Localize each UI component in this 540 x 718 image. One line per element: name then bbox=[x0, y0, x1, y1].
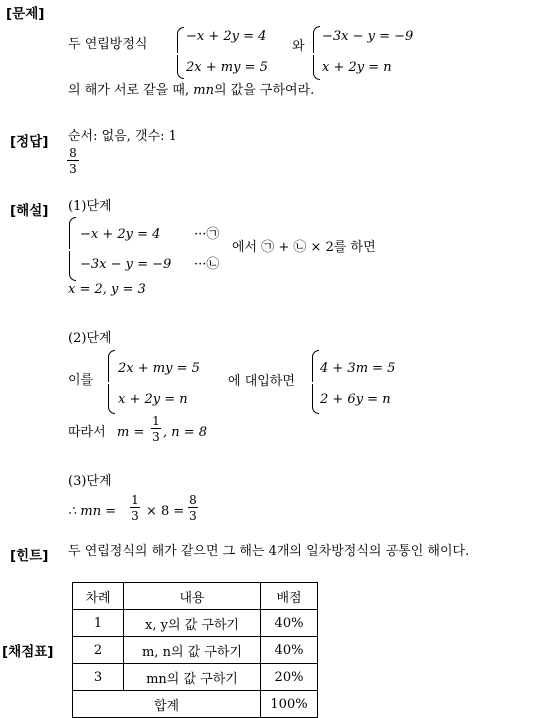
step2-equation-4: 2 + 6y = n bbox=[320, 392, 391, 407]
table-row bbox=[73, 637, 318, 664]
answer-denominator: 3 bbox=[69, 162, 77, 176]
question-text-pre: 의 해가 서로 같을 때, bbox=[68, 83, 190, 98]
problem-connector: 와 bbox=[292, 39, 305, 54]
question-mn: mn bbox=[193, 83, 214, 98]
step2-n-value: , n = 8 bbox=[163, 425, 208, 440]
step3-middle: × 8 = bbox=[146, 504, 185, 519]
step2-equation-1: 2x + my = 5 bbox=[118, 361, 200, 376]
answer-numerator: 8 bbox=[67, 147, 79, 161]
rubric-cell-points: 40% bbox=[261, 610, 318, 637]
rubric-total-row bbox=[73, 691, 318, 718]
answer-fraction bbox=[67, 147, 79, 175]
problem-label: [문제] bbox=[6, 6, 45, 22]
step1-title: (1)단계 bbox=[68, 199, 112, 214]
step3-prefix: ∴ mn = bbox=[68, 504, 117, 519]
question-text-post: 의 값을 구하여라. bbox=[213, 83, 315, 98]
answer-label: [정답] bbox=[10, 134, 49, 150]
answer-text: 순서: 없음, 갯수: 1 bbox=[68, 129, 177, 144]
step2-m-numerator: 1 bbox=[152, 414, 160, 428]
system-brace-2 bbox=[313, 26, 320, 80]
table-row bbox=[73, 664, 318, 691]
problem-intro: 두 연립방정식 bbox=[68, 37, 148, 52]
step2-therefore: 따라서 bbox=[68, 425, 106, 440]
step2-title: (2)단계 bbox=[68, 331, 112, 346]
step3-fraction-2 bbox=[188, 494, 198, 522]
step2-brace-2 bbox=[312, 350, 319, 414]
step2-m-fraction bbox=[151, 415, 161, 443]
rubric-table bbox=[72, 582, 318, 718]
table-row bbox=[73, 610, 318, 637]
system2-equation-2: x + 2y = n bbox=[322, 60, 392, 75]
system1-equation-2: 2x + my = 5 bbox=[186, 60, 268, 75]
rubric-cell-content: m, n의 값 구하기 bbox=[124, 637, 261, 664]
step3-fraction-2-numerator: 8 bbox=[189, 493, 197, 507]
rubric-header-order: 차례 bbox=[73, 583, 124, 610]
step2-equation-3: 4 + 3m = 5 bbox=[320, 361, 396, 376]
step2-equation-2: x + 2y = n bbox=[118, 392, 188, 407]
rubric-header-points: 배점 bbox=[261, 583, 318, 610]
rubric-cell-order: 1 bbox=[73, 610, 124, 637]
rubric-header-row bbox=[73, 583, 318, 610]
step1-brace bbox=[69, 217, 76, 281]
problem-question bbox=[68, 84, 314, 97]
step3-fraction-1 bbox=[130, 494, 140, 522]
step1-result: x = 2, y = 3 bbox=[68, 282, 146, 297]
hint-label: [힌트] bbox=[10, 548, 49, 564]
step2-brace-1 bbox=[108, 350, 115, 414]
hint-text: 두 연립정식의 해가 같으면 그 해는 4개의 일차방정식의 공통인 해이다. bbox=[68, 544, 470, 559]
step3-fraction-2-denominator: 3 bbox=[189, 509, 197, 523]
rubric-cell-content: mn의 값 구하기 bbox=[124, 664, 261, 691]
rubric-cell-order: 3 bbox=[73, 664, 124, 691]
step1-operation: 에서 ㉠ + ㉡ × 2를 하면 bbox=[232, 240, 376, 255]
step2-m-equals: m = bbox=[117, 425, 145, 440]
step1-mark-1: ···㉠ bbox=[194, 227, 220, 242]
step1-equation-2: −3x − y = −9 bbox=[80, 257, 172, 272]
rubric-label: [채점표] bbox=[2, 644, 54, 660]
step3-fraction-1-numerator: 1 bbox=[131, 493, 139, 507]
step3-title: (3)단계 bbox=[68, 474, 112, 489]
system-brace-1 bbox=[177, 27, 184, 79]
rubric-cell-points: 40% bbox=[261, 637, 318, 664]
solution-label: [해설] bbox=[10, 203, 49, 219]
system1-equation-1: −x + 2y = 4 bbox=[186, 29, 267, 44]
rubric-total-value: 100% bbox=[261, 691, 318, 718]
step3-fraction-1-denominator: 3 bbox=[131, 509, 139, 523]
system2-equation-1: −3x − y = −9 bbox=[322, 29, 414, 44]
step2-middle: 에 대입하면 bbox=[228, 374, 295, 389]
rubric-cell-order: 2 bbox=[73, 637, 124, 664]
step2-prefix: 이를 bbox=[68, 373, 94, 388]
rubric-total-label: 합계 bbox=[73, 691, 261, 718]
step1-equation-1: −x + 2y = 4 bbox=[80, 227, 161, 242]
rubric-cell-content: x, y의 값 구하기 bbox=[124, 610, 261, 637]
rubric-cell-points: 20% bbox=[261, 664, 318, 691]
step2-m-denominator: 3 bbox=[152, 430, 160, 444]
rubric-header-content: 내용 bbox=[124, 583, 261, 610]
step1-mark-2: ···㉡ bbox=[194, 257, 220, 272]
